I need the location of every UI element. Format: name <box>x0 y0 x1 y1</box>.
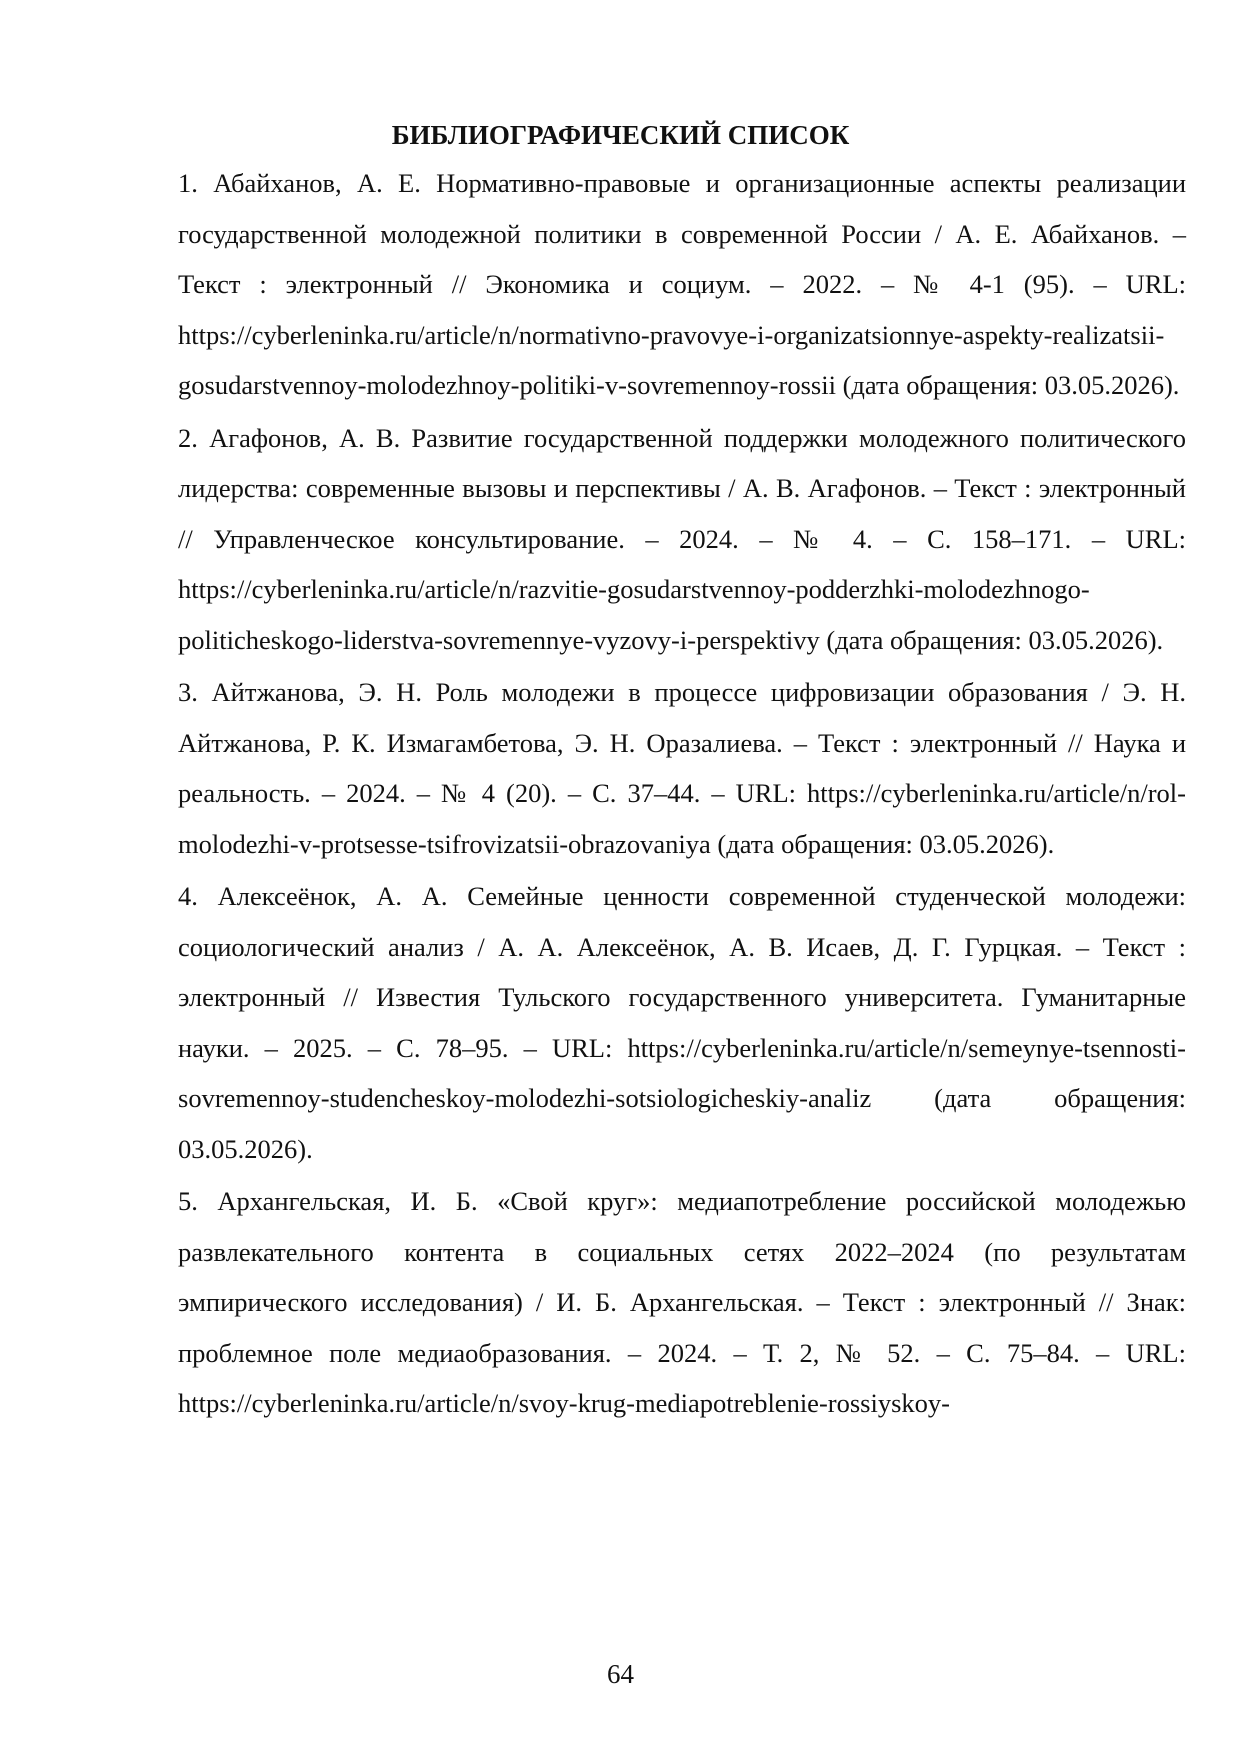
entry-number: 1. <box>178 168 198 198</box>
entry-text: Айтжанова, Э. Н. Роль молодежи в процессе цифровизации образования / Э. Н. Айтжанова, Р. К. Измагамбетова, Э. Н. Оразалиева. – Текст : электронный // Наука и реальность. – 2024. – № 4 (20). – С. 37–44. – URL: https://cyberleninka.ru/article/n/rol-molodezhi-v-protsesse-tsifrovizatsii-obrazovaniya (дата обращения: 03.05.2026). <box>178 677 1186 859</box>
entry-number: 4. <box>178 881 198 911</box>
entry-number: 3. <box>178 677 198 707</box>
entry-text: Абайханов, А. Е. Нормативно-правовые и организационные аспекты реализации государственной молодежной политики в современной России / А. Е. Абайханов. – Текст : электронный // Экономика и социум. – 2022. – № 4-1 (95). – URL: https://cyberleninka.ru/article/n/normativno-pravovye-i-organizatsionnye-aspekty-realizatsii-gosudarstvennoy-molodezhnoy-politiki-v-sovremennoy-rossii (дата обращения: 03.05.2026). <box>178 168 1186 400</box>
bibliography-entry-1 <box>178 158 1186 411</box>
bibliography-entry-2 <box>178 413 1186 666</box>
bibliography-list <box>178 158 1186 1431</box>
bibliography-entry-4 <box>178 871 1186 1174</box>
bibliography-heading: БИБЛИОГРАФИЧЕСКИЙ СПИСОК <box>391 120 850 150</box>
entry-text: Агафонов, А. В. Развитие государственной поддержки молодежного политического лидерства: современные вызовы и перспективы / А. В. Агафонов. – Текст : электронный // Управленческое консультирование. – 2024. – № 4. – С. 158–171. – URL: https://cyberleninka.ru/article/n/razvitie-gosudarstvennoy-podderzhki-molodezhnogo-politicheskogo-liderstva-sovremennye-vyzovy-i-perspektivy (дата обращения: 03.05.2026). <box>178 422 1187 655</box>
bibliography-entry-5 <box>178 1176 1186 1429</box>
page-number: 64 <box>607 1659 634 1689</box>
entry-text: Алексеёнок, А. А. Семейные ценности современной студенческой молодежи: социологический анализ / А. А. Алексеёнок, А. В. Исаев, Д. Г. Гурцкая. – Текст : электронный // Известия Тульского государственного университета. Гуманитарные науки. – 2025. – С. 78–95. – URL: https://cyberleninka.ru/article/n/semeynye-tsennosti-sovremennoy-studencheskoy-molodezhi-sotsiologicheskiy-analiz (дата обращения: 03.05.2026). <box>178 881 1187 1164</box>
bibliography-entry-3 <box>178 667 1186 869</box>
entry-text: Архангельская, И. Б. «Свой круг»: медиапотребление российской молодежью развлекательного контента в социальных сетях 2022–2024 (по результатам эмпирического исследования) / И. Б. Архангельская. – Текст : электронный // Знак: проблемное поле медиаобразования. – 2024. – Т. 2, № 52. – С. 75–84. – URL: https://cyberleninka.ru/article/n/svoy-krug-mediapotreblenie-rossiyskoy- <box>178 1186 1187 1418</box>
entry-number: 5. <box>178 1186 198 1216</box>
entry-number: 2. <box>178 422 198 453</box>
